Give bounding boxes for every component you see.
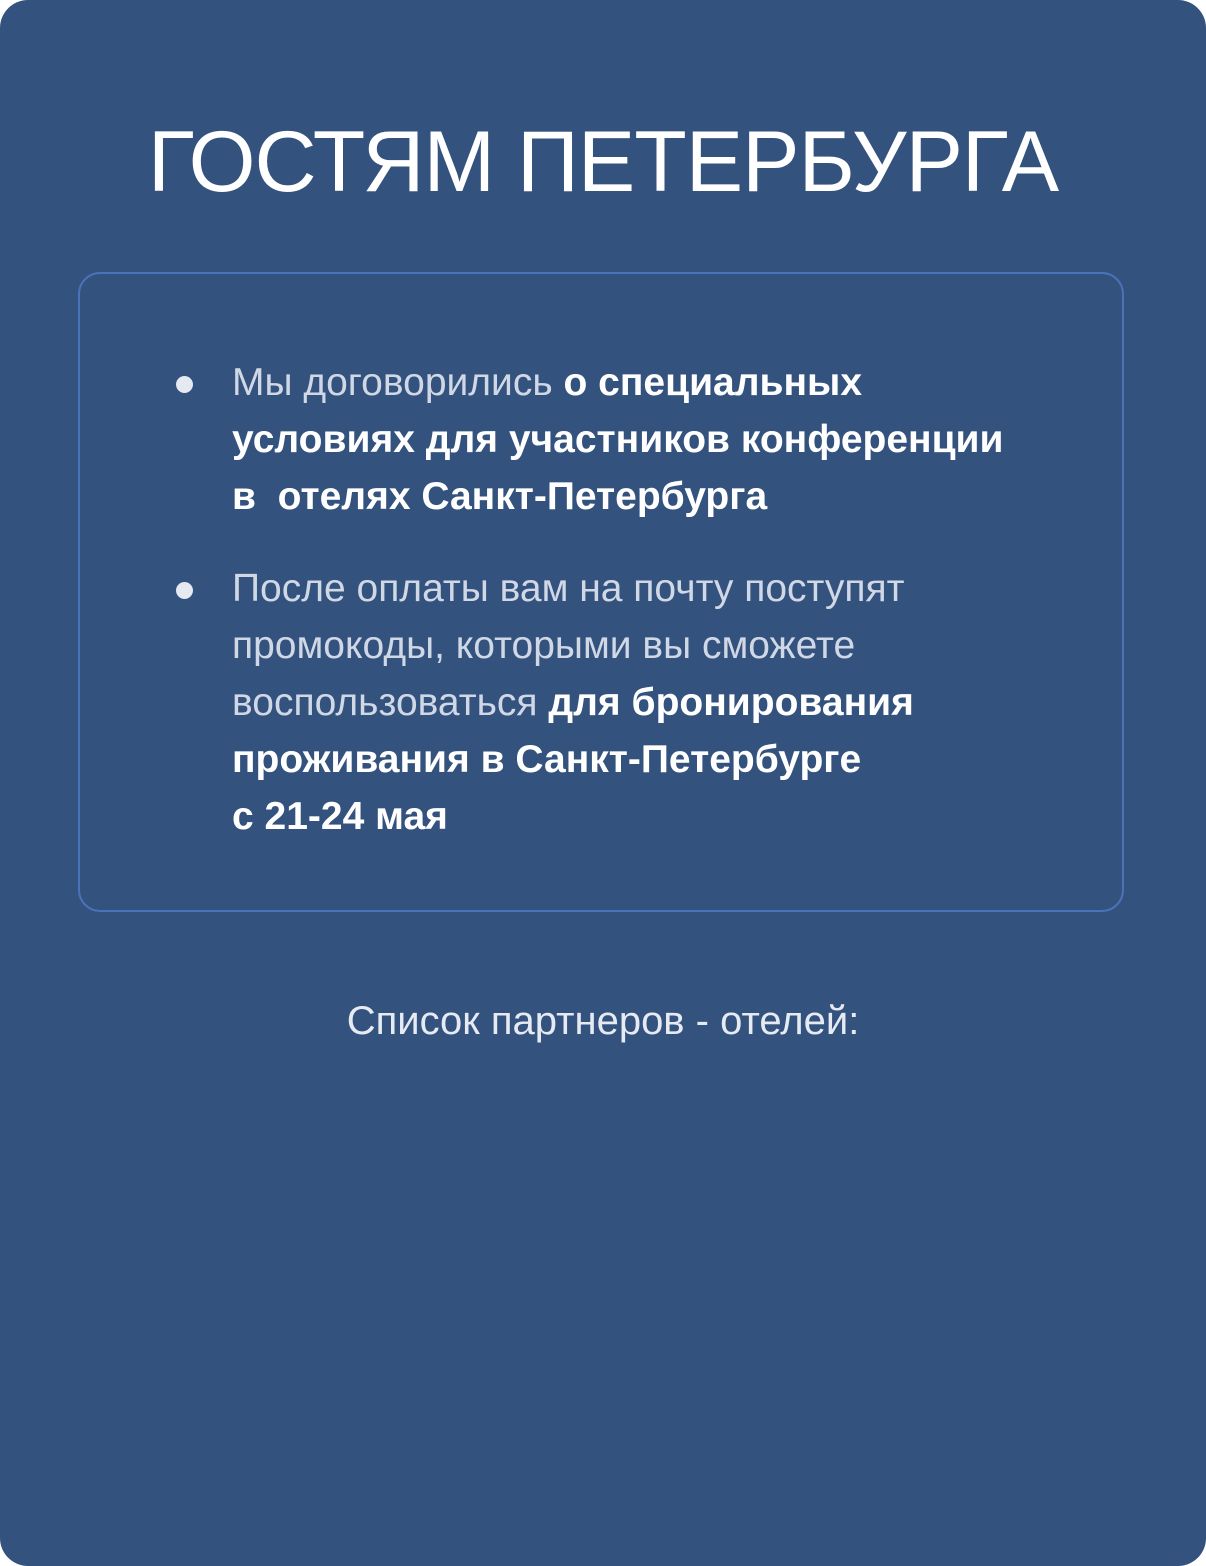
partners-list-label: Список партнеров - отелей: bbox=[346, 999, 860, 1043]
bullet-line bbox=[232, 674, 1052, 731]
bullet-text-strong: условиях для участников конференции bbox=[232, 418, 1004, 461]
bullet-text-light: Мы договорились bbox=[232, 361, 564, 404]
bullet-text-light: После оплаты вам на почту поступят bbox=[232, 567, 905, 610]
bullet-line bbox=[232, 354, 1052, 411]
bullet-line bbox=[232, 731, 1052, 788]
bullet-text-strong: для бронирования bbox=[548, 681, 914, 724]
bullet-line bbox=[232, 468, 1052, 525]
bullet-line bbox=[232, 560, 1052, 617]
bullet-text-light: воспользоваться bbox=[232, 681, 549, 724]
bullet-text-strong: в отелях Санкт-Петербурга bbox=[232, 475, 768, 518]
bullet-dot-icon bbox=[176, 376, 193, 393]
bullet-text-strong: о специальных bbox=[563, 361, 863, 404]
bullet-line bbox=[232, 617, 1052, 674]
bullet-item-special-conditions bbox=[232, 354, 1052, 525]
bullet-text-light: промокоды, которыми вы сможете bbox=[232, 624, 856, 667]
bullet-dot-icon bbox=[176, 582, 193, 599]
bullet-text-strong: с 21-24 мая bbox=[232, 795, 448, 838]
bullet-line bbox=[232, 411, 1052, 468]
info-box bbox=[78, 272, 1124, 912]
page-title: ГОСТЯМ ПЕТЕРБУРГА bbox=[147, 114, 1059, 210]
bullet-line bbox=[232, 788, 1052, 845]
bullet-item-promocodes bbox=[232, 560, 1052, 845]
bullet-text-strong: проживания в Санкт-Петербурге bbox=[232, 738, 862, 781]
